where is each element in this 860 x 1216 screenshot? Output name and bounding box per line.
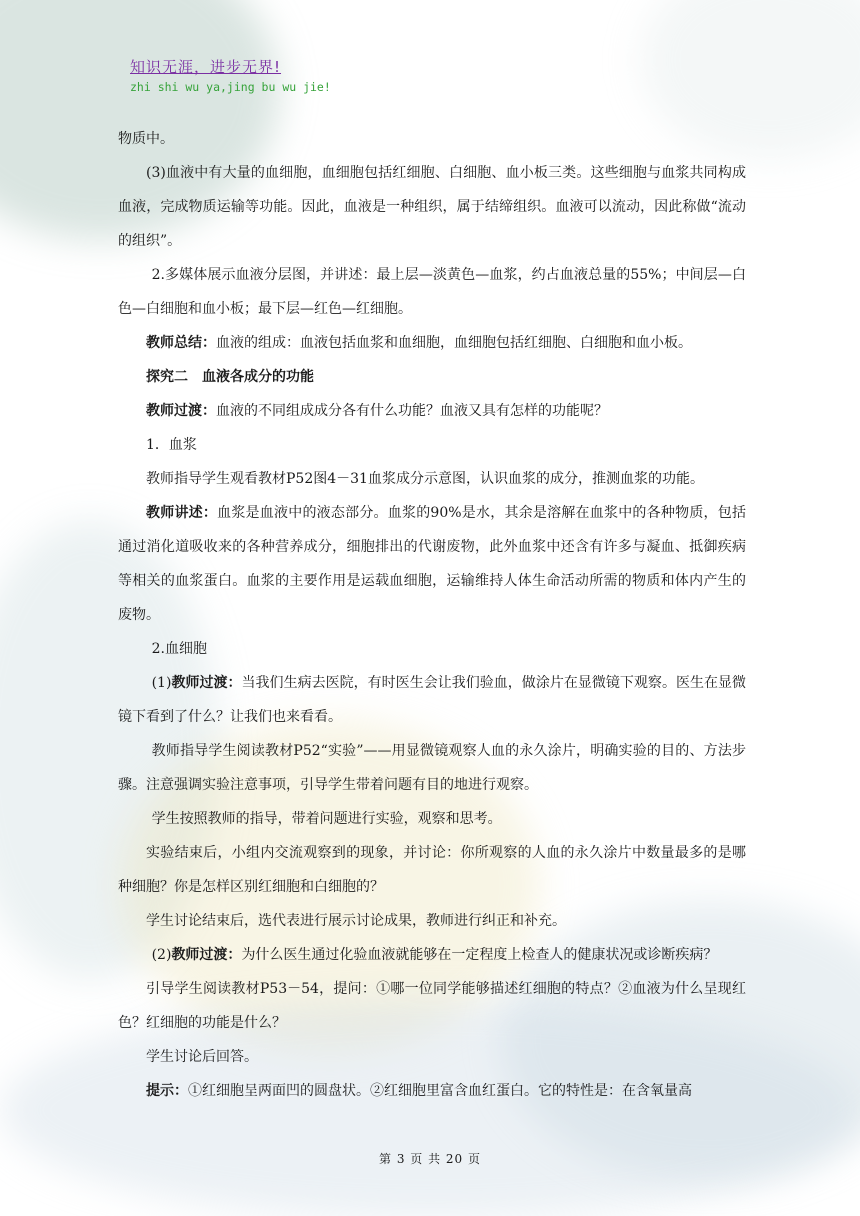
paragraph-text: 血液的不同组成成分各有什么功能？血液又具有怎样的功能呢？ — [216, 403, 608, 419]
section-heading: 探究二 血液各成分的功能 — [146, 369, 314, 385]
paragraph-text: 当我们生病去医院，有时医生会让我们验血，做涂片在显微镜下观察。医生在显微镜下看到了什么？让我们也来看看。 — [118, 675, 747, 725]
paragraph: (3)血液中有大量的血细胞，血细胞包括红细胞、白细胞、血小板三类。这些细胞与血浆共同构成血液，完成物质运输等功能。因此，血液是一种组织，属于结缔组织。血液可以流动，因此称做“流动的组织”。 — [118, 165, 746, 249]
paragraph: 物质中。 — [118, 131, 174, 147]
subheading: 1．血浆 — [146, 437, 197, 453]
paragraph-text: 血浆是血液中的液态部分。血浆的90%是水，其余是溶解在血浆中的各种物质，包括通过消化道吸收来的各种营养成分，细胞排出的代谢废物，此外血浆中还含有许多与凝血、抵御疾病等相关的血浆蛋白。血浆的主要作用是运载血细胞，运输维持人体生命活动所需的物质和体内产生的废物。 — [118, 505, 746, 623]
paragraph: 2.多媒体展示血液分层图，并讲述：最上层—淡黄色—血浆，约占血液总量的55%；中间层—白色—白细胞和血小板；最下层—红色—红细胞。 — [118, 267, 746, 317]
paragraph — [118, 394, 746, 428]
item-number: (2) — [151, 947, 172, 963]
teacher-summary-label: 教师总结： — [146, 335, 216, 351]
paragraph: 教师指导学生观看教材P52图4－31血浆成分示意图，认识血浆的成分，推测血浆的功能。 — [146, 471, 704, 487]
page-number: 第 3 页 共 20 页 — [379, 1152, 481, 1166]
paragraph — [118, 938, 746, 972]
paragraph-text: 血液的组成：血液包括血浆和血细胞，血细胞包括红细胞、白细胞和血小板。 — [216, 335, 692, 351]
paragraph: 学生按照教师的指导，带着问题进行实验，观察和思考。 — [151, 811, 502, 827]
paragraph-text: ①红细胞呈两面凹的圆盘状。②红细胞里富含血红蛋白。它的特性是：在含氧量高 — [188, 1083, 692, 1099]
teacher-explain-label: 教师讲述： — [146, 505, 218, 521]
item-number: (1) — [151, 675, 172, 691]
paragraph — [118, 496, 746, 632]
document-body — [118, 122, 746, 1108]
page-header — [130, 56, 331, 94]
subheading: 2.血细胞 — [151, 641, 207, 657]
paragraph: 学生讨论结束后，选代表进行展示讨论成果，教师进行纠正和补充。 — [146, 913, 566, 929]
teacher-transition-label: 教师过渡： — [171, 675, 242, 691]
paragraph: 引导学生阅读教材P53－54，提问：①哪一位同学能够描述红细胞的特点？②血液为什么呈现红色？红细胞的功能是什么？ — [118, 981, 746, 1031]
paragraph-text: 为什么医生通过化验血液就能够在一定程度上检查人的健康状况或诊断疾病？ — [241, 947, 718, 963]
paragraph — [118, 666, 746, 734]
header-motto: 知识无涯，进步无界! — [130, 58, 282, 76]
paragraph — [118, 1074, 746, 1108]
header-pinyin: zhi shi wu ya,jing bu wu jie! — [130, 80, 331, 94]
teacher-transition-label: 教师过渡： — [146, 403, 216, 419]
hint-label: 提示： — [146, 1083, 188, 1099]
paragraph: 实验结束后，小组内交流观察到的现象，并讨论：你所观察的人血的永久涂片中数量最多的是哪种细胞？你是怎样区别红细胞和白细胞的？ — [118, 845, 746, 895]
paragraph: 教师指导学生阅读教材P52“实验”——用显微镜观察人血的永久涂片，明确实验的目的、方法步骤。注意强调实验注意事项，引导学生带着问题有目的地进行观察。 — [118, 743, 746, 793]
teacher-transition-label: 教师过渡： — [171, 947, 242, 963]
paragraph — [118, 326, 746, 360]
paragraph: 学生讨论后回答。 — [146, 1049, 258, 1065]
